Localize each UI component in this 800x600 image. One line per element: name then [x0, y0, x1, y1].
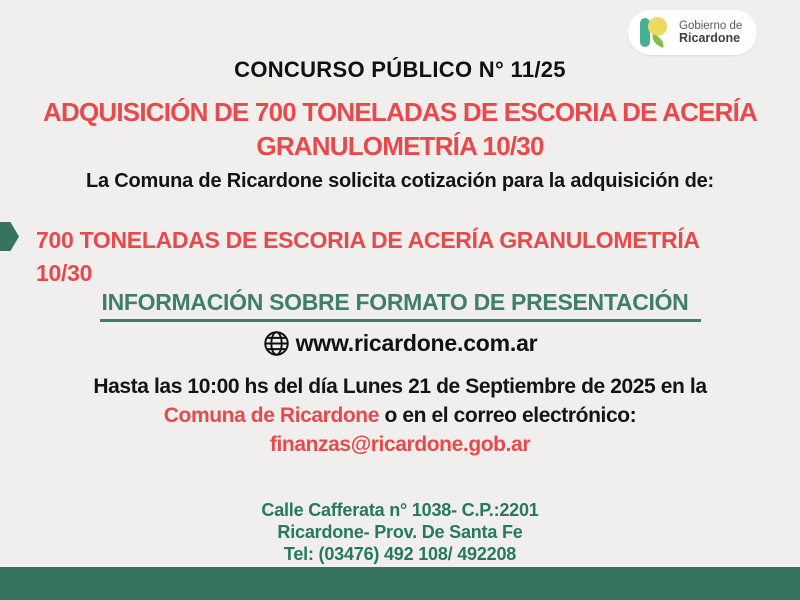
deadline-place: Comuna de Ricardone: [163, 404, 380, 427]
logo-circle-shape: [648, 17, 667, 36]
website-url: www.ricardone.com.ar: [295, 330, 538, 356]
logo-line1: Gobierno de: [679, 19, 743, 32]
bottom-green-bar: [0, 567, 800, 600]
intro-line: La Comuna de Ricardone solicita cotización para la adquisición de:: [85, 170, 715, 192]
address-line1: Calle Cafferata n° 1038- C.P.:2201: [261, 500, 539, 520]
deadline-line2: [0, 401, 800, 430]
gobierno-ricardone-logo: [628, 10, 757, 55]
website-row: [0, 330, 800, 357]
info-heading: INFORMACIÓN SOBRE FORMATO DE PRESENTACIÓN: [100, 289, 701, 322]
deadline-line1: Hasta las 10:00 hs del día Lunes 21 de Septiembre de 2025 en la: [93, 375, 707, 398]
info-heading-wrap: [0, 289, 800, 322]
arrow-bullet-icon: [0, 222, 19, 251]
globe-icon: [263, 330, 290, 357]
deadline-line2-rest: o en el correo electrónico:: [379, 404, 637, 427]
contest-number-title: CONCURSO PÚBLICO N° 11/25: [234, 57, 566, 82]
ricardone-r-logo-icon: [640, 15, 672, 51]
logo-leaf-shape: [650, 34, 666, 48]
address-line2: Ricardone- Prov. De Santa Fe: [277, 522, 523, 542]
phone-line: Tel: (03476) 492 108/ 492208: [283, 544, 517, 564]
logo-text: [679, 20, 742, 45]
deadline-paragraph: [0, 372, 800, 459]
address-block: [0, 499, 800, 565]
logo-line2: Ricardone: [679, 30, 741, 45]
tender-item: 700 TONELADAS DE ESCORIA DE ACERÍA GRANULOMETRÍA 10/30: [36, 227, 699, 286]
main-title: ADQUISICIÓN DE 700 TONELADAS DE ESCORIA DE ACERÍA GRANULOMETRÍA 10/30: [43, 97, 757, 161]
contact-email: finanzas@ricardone.gob.ar: [269, 433, 531, 456]
